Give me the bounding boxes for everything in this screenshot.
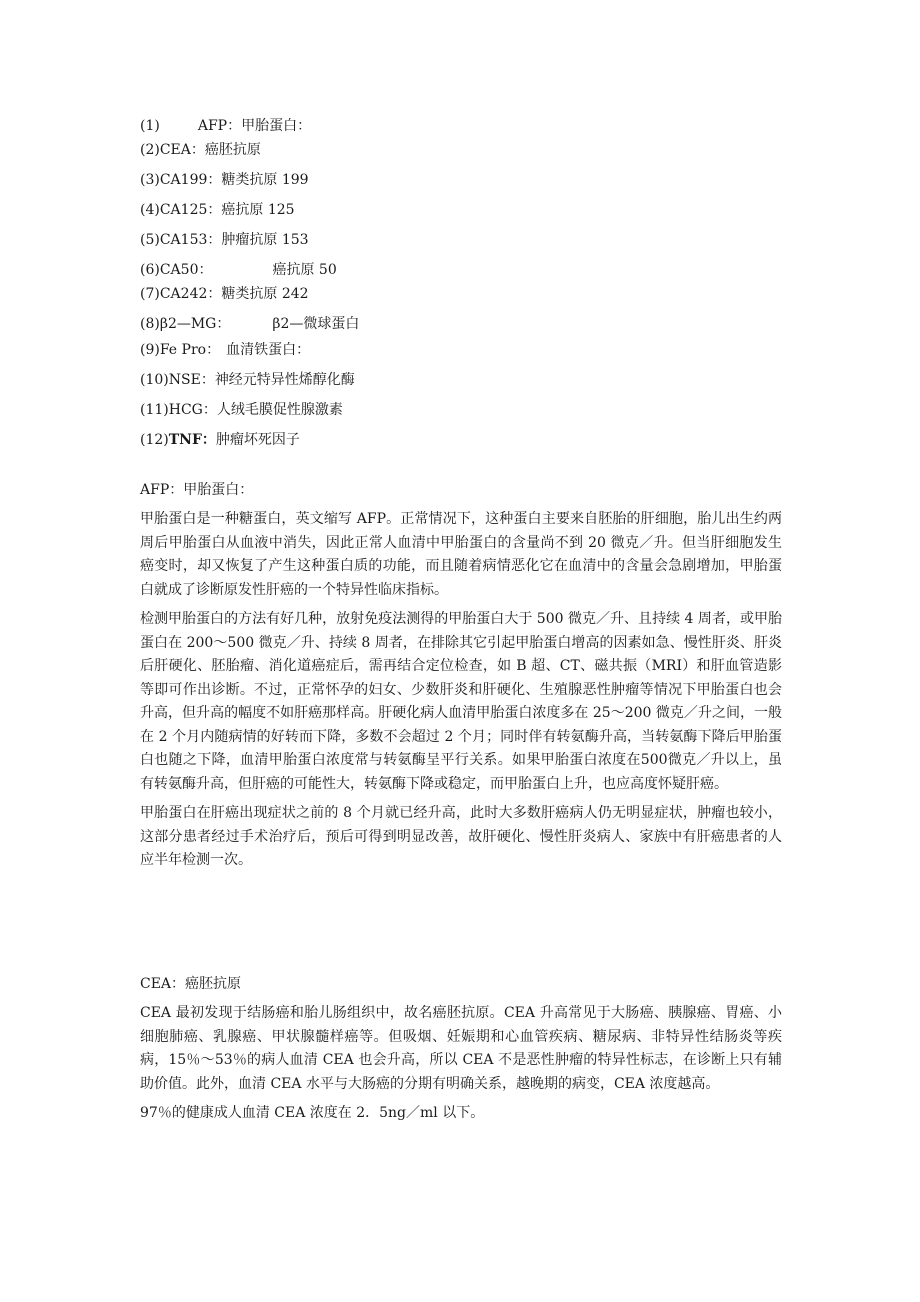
item-abbr: TNF — [168, 432, 202, 448]
afp-paragraph: 甲胎蛋白在肝癌出现症状之前的 8 个月就已经升高，此时大多数肝癌病人仍无明显症状，肿瘤也较小，这部分患者经过手术治疗后，预后可得到明显改善，故肝硬化、慢性肝炎病人、家族中有肝癌患者的人应半年检测一次。 — [140, 805, 782, 868]
item-number: (6) — [140, 262, 160, 278]
item-abbr: NSE — [168, 372, 201, 388]
list-item: (8)β2—MG： β2—微球蛋白 — [140, 316, 360, 332]
item-number: (11) — [140, 402, 169, 418]
item-abbr: HCG — [168, 402, 203, 418]
item-name: 血清铁蛋白： — [226, 342, 311, 358]
afp-section — [140, 480, 782, 879]
item-abbr: CA153 — [159, 232, 208, 248]
item-number: (2) — [140, 142, 160, 158]
item-name: 神经元特异性烯醇化酶 — [214, 372, 355, 388]
cea-paragraph: CEA 最初发现于结肠癌和胎儿肠组织中，故名癌胚抗原。CEA 升高常见于大肠癌、胰腺癌、胃癌、小细胞肺癌、乳腺癌、甲状腺髓样癌等。但吸烟、妊娠期和心血管疾病、糖尿病、非特异性结肠炎等疾病，15％～53％的病人血清 CEA 也会升高，所以 CEA 不是恶性肿瘤的特异性标志，在诊断上只有辅助价值。此外，血清 CEA 水平与大肠癌的分期有明确关系，越晚期的病变，CEA 浓度越高。 — [140, 1005, 782, 1092]
item-abbr: CA199 — [159, 172, 208, 188]
list-item: (10)NSE：神经元特异性烯醇化酶 — [140, 372, 355, 388]
item-name: 糖类抗原 242 — [221, 286, 309, 302]
item-name: 人绒毛膜促性腺激素 — [216, 402, 343, 418]
list-item: (6)CA50： 癌抗原 50 — [140, 262, 337, 278]
list-item: (2)CEA：癌胚抗原 — [140, 142, 261, 158]
item-number: (5) — [140, 232, 160, 248]
item-name: β2—微球蛋白 — [272, 316, 360, 332]
item-name: 肿瘤坏死因子 — [215, 432, 300, 448]
item-name: 癌抗原 125 — [221, 202, 295, 218]
cea-heading: CEA：癌胚抗原 — [140, 976, 242, 992]
item-number: (1) — [140, 118, 160, 134]
list-item: (3)CA199：糖类抗原 199 — [140, 172, 309, 188]
afp-heading: AFP：甲胎蛋白： — [140, 482, 254, 498]
afp-paragraph: 检测甲胎蛋白的方法有好几种，放射免疫法测得的甲胎蛋白大于 500 微克／升、且持续 4 周者，或甲胎蛋白在 200～500 微克／升、持续 8 周者，在排除其它引起甲胎蛋白增高的因素如急、慢性肝炎、肝炎后肝硬化、胚胎瘤、消化道癌症后，需再结合定位检查，如 B 超、CT、磁共振（MRI）和肝血管造影等即可作出诊断。不过，正常怀孕的妇女、少数肝炎和肝硬化、生殖腺恶性肿瘤等情况下甲胎蛋白也会升高，但升高的幅度不如肝癌那样高。肝硬化病人血清甲胎蛋白浓度多在 25～200 微克／升之间，一般在 2 个月内随病情的好转而下降，多数不会超过 2 个月；同时伴有转氨酶升高，当转氨酶下降后甲胎蛋白也随之下降，血清甲胎蛋白浓度常与转氨酶呈平行关系。如果甲胎蛋白浓度在500微克／升以上，虽有转氨酶升高，但肝癌的可能性大，转氨酶下降或稳定，而甲胎蛋白上升，也应高度怀疑肝癌。 — [140, 611, 782, 792]
afp-paragraph: 甲胎蛋白是一种糖蛋白，英文缩写 AFP。正常情况下，这种蛋白主要来自胚胎的肝细胞，胎儿出生约两周后甲胎蛋白从血液中消失，因此正常人血清中甲胎蛋白的含量尚不到 20 微克／升。但当肝细胞发生癌变时，却又恢复了产生这种蛋白质的功能，而且随着病情恶化它在血清中的含量会急剧增加，甲胎蛋白就成了诊断原发性肝癌的一个特异性临床指标。 — [140, 511, 782, 598]
list-item: (1) AFP：甲胎蛋白： — [140, 118, 312, 134]
item-name: 甲胎蛋白： — [241, 118, 312, 134]
item-abbr: CA50 — [159, 262, 199, 278]
document-page — [140, 0, 782, 1302]
list-item: (11)HCG：人绒毛膜促性腺激素 — [140, 402, 343, 418]
item-name: 癌胚抗原 — [204, 142, 261, 158]
list-item: (5)CA153：肿瘤抗原 153 — [140, 232, 309, 248]
item-number: (9) — [140, 342, 160, 358]
cea-paragraph: 97％的健康成人血清 CEA 浓度在 2．5ng／ml 以下。 — [140, 1105, 485, 1121]
list-item: (4)CA125：癌抗原 125 — [140, 202, 295, 218]
cea-section — [140, 974, 782, 1132]
item-number: (10) — [140, 372, 169, 388]
item-name: 癌抗原 50 — [272, 262, 337, 278]
item-abbr: AFP — [197, 118, 228, 134]
item-number: (3) — [140, 172, 160, 188]
item-abbr: CA242 — [159, 286, 208, 302]
item-number: (8) — [140, 316, 160, 332]
item-abbr: Fe Pro — [159, 342, 207, 358]
item-number: (7) — [140, 286, 160, 302]
list-item: (9)Fe Pro： 血清铁蛋白： — [140, 342, 311, 358]
item-name: 糖类抗原 199 — [221, 172, 309, 188]
item-abbr: CEA — [159, 142, 191, 158]
item-number: (4) — [140, 202, 160, 218]
item-abbr: CA125 — [159, 202, 208, 218]
list-item: (12)TNF：肿瘤坏死因子 — [140, 432, 300, 448]
list-item: (7)CA242：糖类抗原 242 — [140, 286, 309, 302]
item-number: (12) — [140, 432, 169, 448]
item-name: 肿瘤抗原 153 — [221, 232, 309, 248]
item-abbr: β2—MG — [159, 316, 217, 332]
